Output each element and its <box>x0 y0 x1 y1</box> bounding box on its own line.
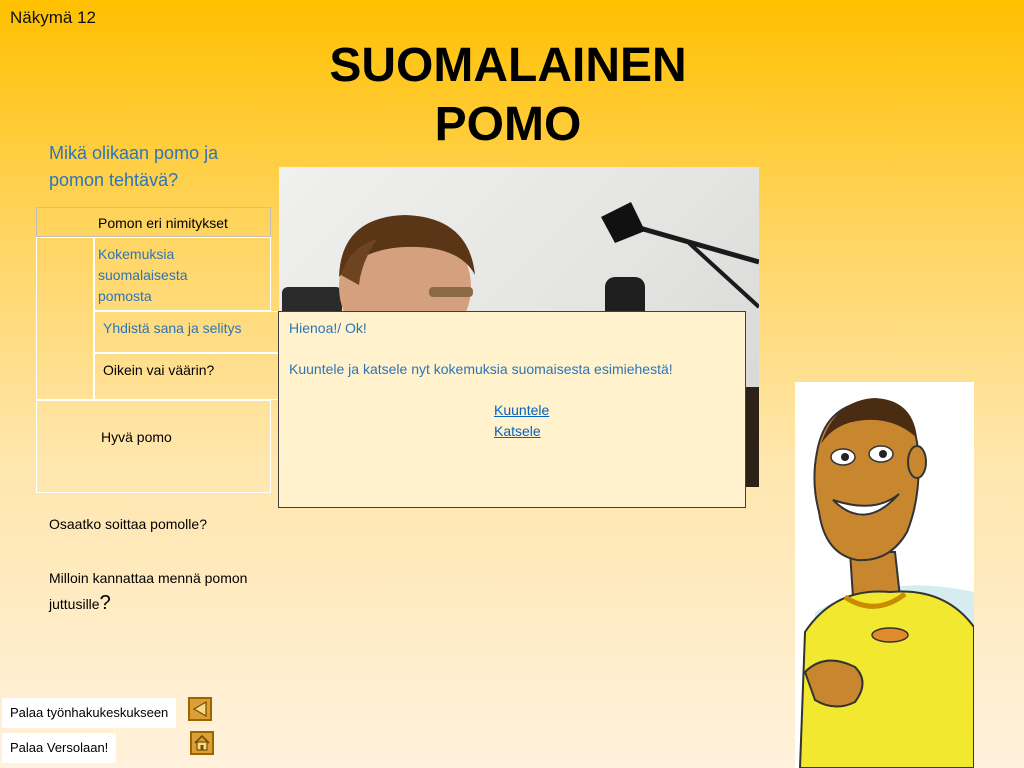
cartoon-man-image <box>795 382 974 768</box>
menu-item-titles-label: Pomon eri nimitykset <box>98 215 228 231</box>
watch-link[interactable]: Katsele <box>494 423 541 439</box>
title-line-1: SUOMALAINEN <box>329 39 687 92</box>
question-call-boss: Osaatko soittaa pomolle? <box>49 516 207 532</box>
section-question: Mikä olikaan pomo ja pomon tehtävä? <box>49 143 219 190</box>
listen-link[interactable]: Kuuntele <box>494 402 550 418</box>
cartoon-man-illustration <box>795 382 974 768</box>
menu-item-good-boss[interactable] <box>36 400 271 493</box>
menu-item-match-label: Yhdistä sana ja selitys <box>103 320 242 336</box>
page-title <box>0 36 1016 154</box>
popup-feedback-text: Hienoa!/ Ok! <box>289 320 367 336</box>
question-mark: ? <box>99 592 111 614</box>
feedback-popup <box>278 311 746 508</box>
menu-item-truefalse-label: Oikein vai väärin? <box>103 362 215 378</box>
home-icon <box>193 734 211 752</box>
menu-item-truefalse[interactable] <box>94 353 279 400</box>
menu-item-match[interactable] <box>94 311 279 353</box>
menu-item-titles[interactable] <box>36 207 271 237</box>
arrow-left-icon <box>191 700 209 718</box>
title-line-2: POMO <box>434 98 582 151</box>
menu-side-cell <box>36 237 94 400</box>
menu-item-experiences-label: Kokemuksia suomalaisesta pomosta <box>98 246 188 304</box>
question-when-text: Milloin kannattaa mennä pomon juttusille <box>49 570 248 612</box>
home-button[interactable] <box>190 731 214 755</box>
back-button[interactable] <box>188 697 212 721</box>
question-when-visit-boss <box>49 566 249 617</box>
popup-instruction-text: Kuuntele ja katsele nyt kokemuksia suomaisesta esimiehestä! <box>289 361 673 377</box>
menu-item-good-boss-label: Hyvä pomo <box>101 429 172 445</box>
view-label: Näkymä 12 <box>10 8 96 27</box>
back-to-job-center-label: Palaa työnhakukeskukseen <box>2 698 176 728</box>
back-to-versola-label: Palaa Versolaan! <box>2 733 116 763</box>
menu-item-experiences[interactable] <box>94 237 271 311</box>
